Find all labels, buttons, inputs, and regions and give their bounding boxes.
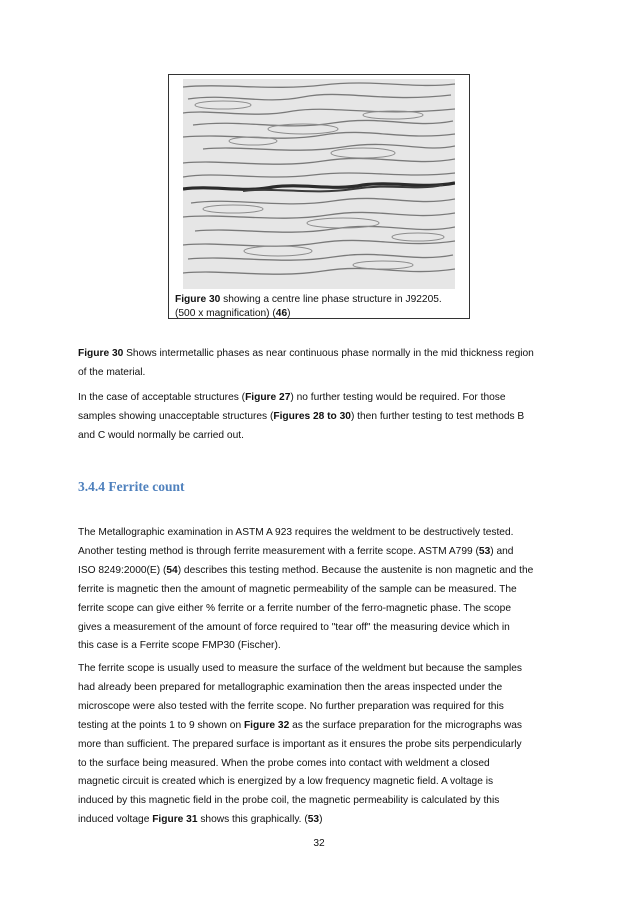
p3-line3-b: ) describes this testing method. Because the austenite is non magnetic and the xyxy=(177,564,534,576)
p3-line1: The Metallographic examination in ASTM A 923 requires the weldment to be destructively tested. xyxy=(78,527,514,538)
p2-line2-b: ) then further testing to test methods B xyxy=(350,410,525,422)
figure-30-ref: Figure 30 xyxy=(78,348,124,359)
ref-53: 53 xyxy=(478,545,491,557)
p2-line2-a: samples showing unacceptable structures ( xyxy=(78,410,274,422)
figure-30-label: Figure 30 xyxy=(175,294,221,305)
paragraph-ferrite-scope xyxy=(78,660,566,830)
p3-line2-b: ) and xyxy=(490,545,514,557)
p2-line1-a: In the case of acceptable structures ( xyxy=(78,392,246,403)
p1-text-a: Shows intermetallic phases as near continuous phase normally in the mid thickness region xyxy=(123,348,534,359)
p4-line1: The ferrite scope is usually used to measure the surface of the weldment but because the samples xyxy=(78,663,522,674)
figure-30-box xyxy=(168,74,470,319)
p4-line3: microscope were also tested with the ferrite scope. No further preparation was required for this xyxy=(78,700,504,712)
paragraph-metallographic-exam xyxy=(78,524,566,656)
p4-line9-b: shows this graphically. ( xyxy=(197,814,308,826)
p4-line2: had already been prepared for metallographic examination then the areas inspected under the xyxy=(78,681,503,693)
p2-line3: and C would normally be carried out. xyxy=(78,429,244,441)
ref-54: 54 xyxy=(166,564,178,576)
p3-line2-a: Another testing method is through ferrite measurement with a ferrite scope. ASTM A799 ( xyxy=(78,545,479,557)
page-number: 32 xyxy=(313,838,325,849)
ref-53-second: 53 xyxy=(307,814,320,826)
p3-line6: gives a measurement of the amount of force required to "tear off" the measuring device which in xyxy=(78,621,510,633)
p2-line1-b: ) no further testing would be required. For those xyxy=(290,392,506,403)
p4-line9-a: induced voltage xyxy=(78,814,153,826)
p3-line3-a: ISO 8249:2000(E) ( xyxy=(78,564,167,576)
micrograph-image xyxy=(183,79,455,289)
figure-32-ref: Figure 32 xyxy=(243,719,290,731)
figure-31-ref: Figure 31 xyxy=(152,814,198,826)
caption-line2-post: ) xyxy=(287,307,291,319)
caption-line1: showing a centre line phase structure in J92205. xyxy=(220,294,442,305)
p4-line4-b: as the surface preparation for the micrographs was xyxy=(289,719,522,731)
p3-line7: this case is a Ferrite scope FMP30 (Fischer). xyxy=(78,640,281,652)
caption-line2-pre: (500 x magnification) ( xyxy=(175,307,276,319)
p4-line9-c: ) xyxy=(319,814,323,826)
paragraph-figure30-description xyxy=(78,345,566,383)
p3-line4: ferrite is magnetic then the amount of magnetic permeability of the sample can be measured. The xyxy=(78,583,517,595)
p4-line5: more than sufficient. The prepared surface is important as it ensures the probe sits perpendicularly xyxy=(78,738,522,750)
figures-28-30-ref: Figures 28 to 30 xyxy=(273,410,351,422)
figure-30-caption xyxy=(175,293,465,320)
p4-line4-a: testing at the points 1 to 9 shown on xyxy=(78,719,244,731)
caption-ref: 46 xyxy=(275,307,288,319)
paragraph-acceptable-structures xyxy=(78,389,566,446)
section-heading: 3.4.4 Ferrite count xyxy=(78,479,185,494)
figure-27-ref: Figure 27 xyxy=(245,392,291,403)
p1-text-b: of the material. xyxy=(78,366,146,378)
p4-line6: to the surface being measured. When the probe comes into contact with weldment a closed xyxy=(78,757,490,769)
p3-line5: ferrite scope can give either % ferrite or a ferrite number of the ferro-magnetic phase. The scope xyxy=(78,602,511,614)
p4-line8: induced by this magnetic field in the probe coil, the magnetic permeability is calculated by this xyxy=(78,795,500,807)
p4-line7: magnetic circuit is created which is energized by a low frequency magnetic field. A voltage is xyxy=(78,776,494,788)
